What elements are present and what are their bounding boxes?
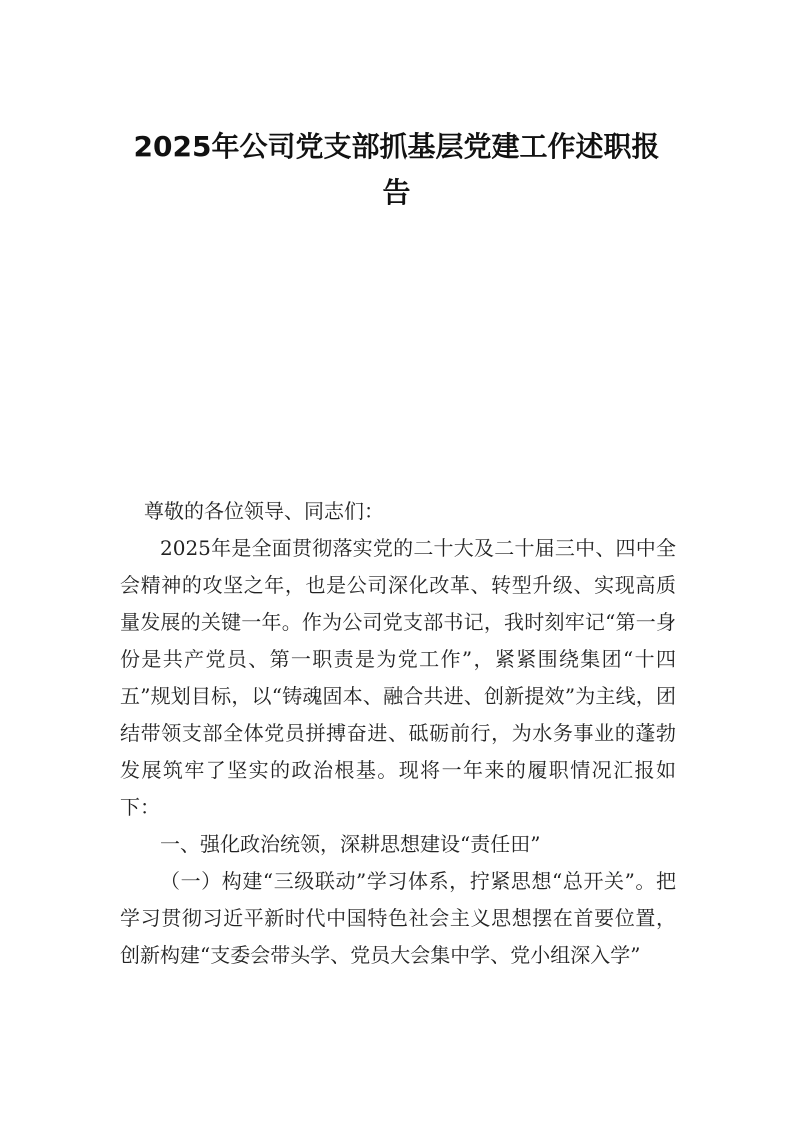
subsection-paragraph-1: （一）构建“三级联动”学习体系，拧紧思想“总开关”。把学习贯彻习近平新时代中国特色社会主义思想摆在首要位置，创新构建“支委会带头学、党员大会集中学、党小组深入学”	[120, 869, 676, 967]
intro-paragraph: 2025年是全面贯彻落实党的二十大及二十届三中、四中全会精神的攻坚之年，也是公司深化改革、转型升级、实现高质量发展的关键一年。作为公司党支部书记，我时刻牢记“第一身份是共产党员、第一职责是为党工作”，紧紧围绕集团“十四五”规划目标，以“铸魂固本、融合共进、创新提效”为主线，团结带领支部全体党员拼搏奋进、砥砺前行，为水务事业的蓬勃发展筑牢了坚实的政治根基。现将一年来的履职情况汇报如下：	[120, 536, 676, 819]
section-heading-1: 一、强化政治统领，深耕思想建设“责任田”	[160, 832, 541, 856]
document-body	[120, 493, 676, 974]
document-title: 2025年公司党支部抓基层党建工作述职报告	[133, 130, 660, 209]
salutation: 尊敬的各位领导、同志们：	[144, 499, 384, 523]
